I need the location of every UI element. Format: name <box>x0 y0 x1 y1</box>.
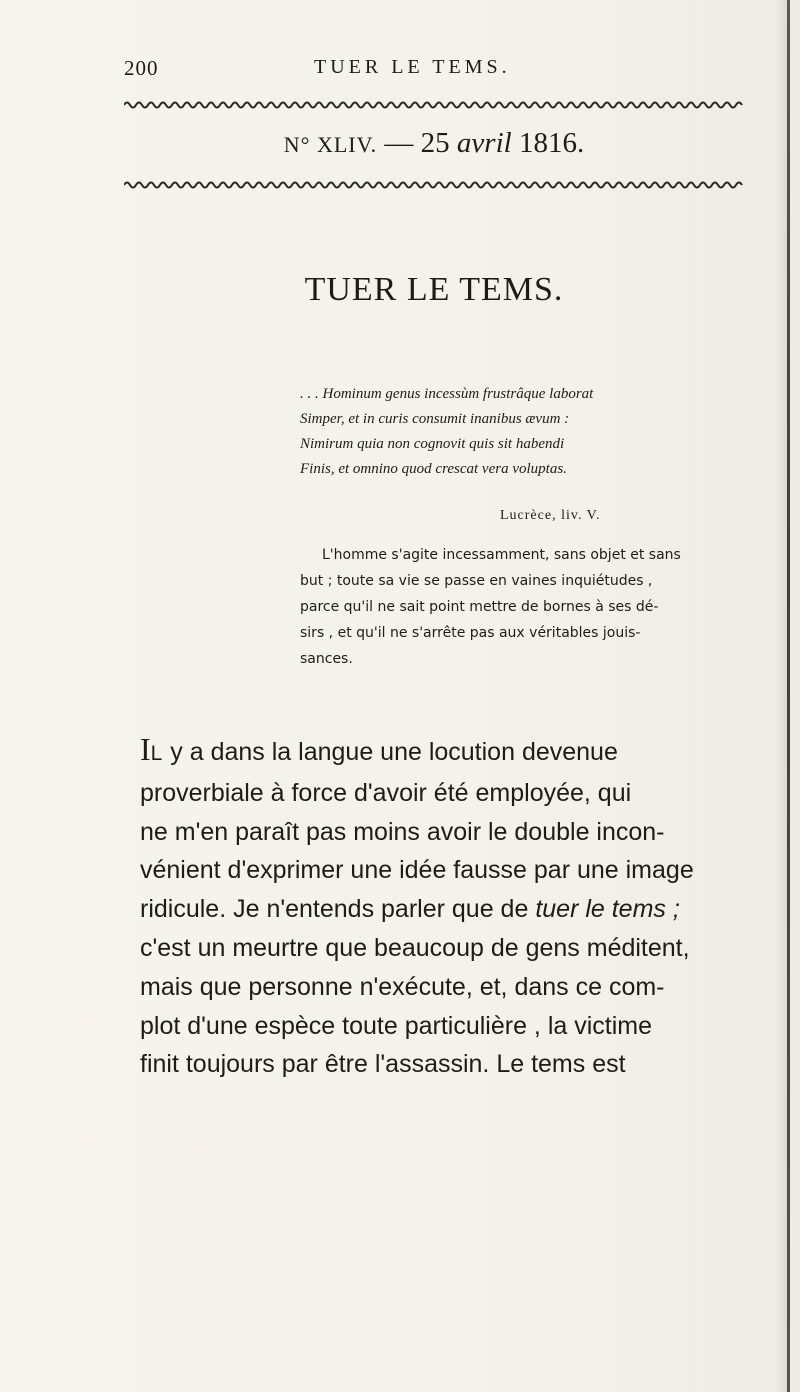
wavy-rule-bottom-graphic <box>124 180 744 190</box>
running-head <box>124 56 584 90</box>
running-title: TUER LE TEMS. <box>314 56 511 78</box>
body-line: mais que personne n'exécute, et, dans ce com- <box>140 972 665 1001</box>
ornamental-rule-bottom <box>124 180 744 190</box>
epigraph-line: Nimirum quia non cognovit quis sit habendi <box>300 436 565 452</box>
smallcap-letter: L <box>150 742 164 765</box>
body-line-with-italic <box>140 890 740 929</box>
page-edge-line <box>787 0 790 1392</box>
issue-number-and-date <box>124 127 744 160</box>
wavy-rule-top-graphic <box>124 100 744 110</box>
body-line: vénient d'exprimer une idée fausse par une image <box>140 856 694 885</box>
issue-number: N° XLIV. <box>283 132 378 157</box>
article-body <box>140 730 740 1084</box>
latin-epigraph <box>300 382 696 482</box>
body-line: finit toujours par être l'assassin. Le tems est <box>140 1050 626 1079</box>
epigraph-line: Finis, et omnino quod crescat vera voluptas. <box>300 461 567 477</box>
body-line: proverbiale à force d'avoir été employée, qui <box>140 778 632 807</box>
epigraph-translation <box>300 542 700 672</box>
epigraph-line: Simper, et in curis consumit inanibus ævum : <box>300 411 570 427</box>
first-line-text: y a dans la langue une locution devenue <box>163 738 618 766</box>
translation-line: but ; toute sa vie se passe en vaines inquiétudes , <box>300 573 653 589</box>
article-title: TUER LE TEMS. <box>304 271 564 308</box>
issue-month: avril <box>456 127 512 159</box>
body-line-text: ridicule. Je n'entends parler que de <box>140 895 536 924</box>
epigraph-attribution: Lucrèce, liv. V. <box>500 508 601 523</box>
translation-line: L'homme s'agite incessamment, sans objet et sans <box>322 547 681 563</box>
ornamental-rule-top <box>124 100 744 110</box>
body-line: ne m'en paraît pas moins avoir le double incon- <box>140 817 665 846</box>
body-line: plot d'une espèce toute particulière , la victime <box>140 1011 652 1040</box>
italic-phrase: tuer le tems ; <box>535 895 680 924</box>
issue-day: 25 <box>420 127 450 159</box>
dropcap-letter: I <box>140 731 151 767</box>
page-number: 200 <box>124 56 159 80</box>
page-gutter-shadow <box>777 0 787 1392</box>
issue-separator: — <box>384 127 414 159</box>
body-line: c'est un meurtre que beaucoup de gens méditent, <box>140 933 690 962</box>
epigraph-line: . . . Hominum genus incessùm frustrâque laborat <box>300 386 594 402</box>
issue-year: 1816. <box>518 127 585 159</box>
translation-line: parce qu'il ne sait point mettre de bornes à ses dé- <box>300 599 659 615</box>
translation-line: sances. <box>300 651 353 667</box>
translation-line: sirs , et qu'il ne s'arrête pas aux véritables jouis- <box>300 625 641 641</box>
body-line-first <box>140 730 740 774</box>
